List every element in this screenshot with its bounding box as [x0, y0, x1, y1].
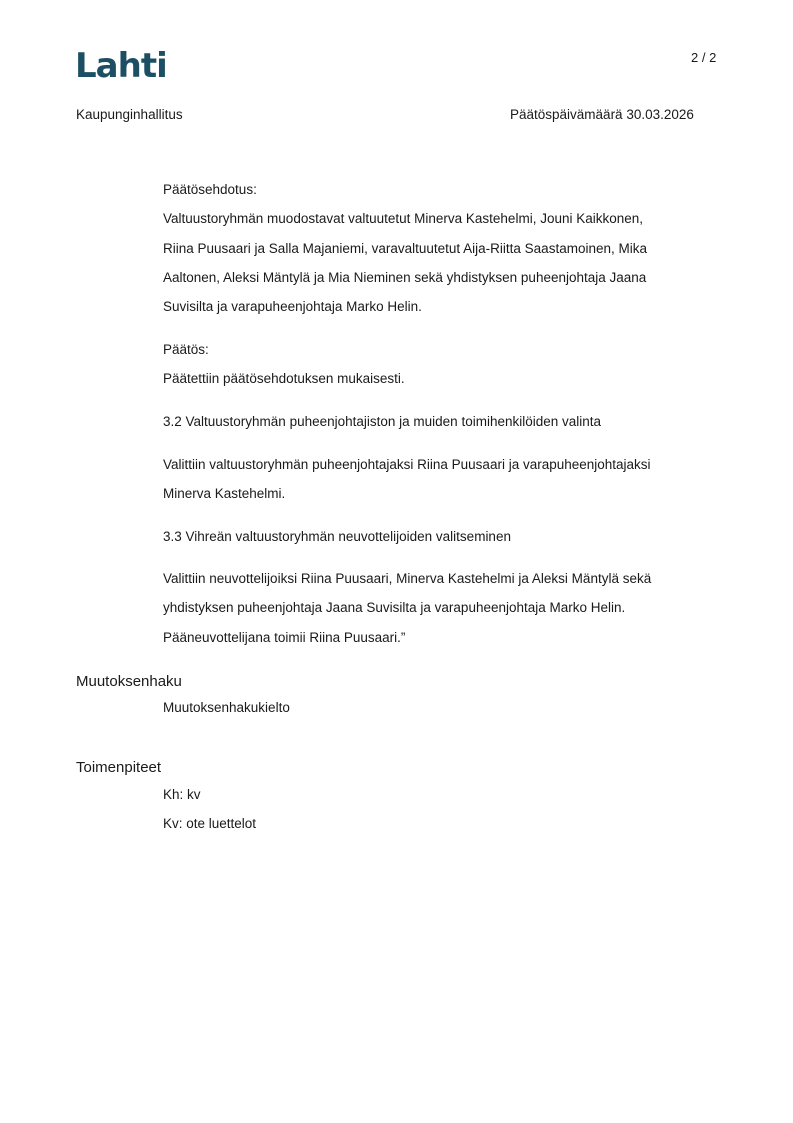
item-3-2-line: Valittiin valtuustoryhmän puheenjohtajaksi Riina Puusaari ja varapuheenjohtajaksi [163, 457, 651, 472]
decision-date-value: 30.03.2026 [626, 107, 694, 122]
item-3-2-line: Minerva Kastehelmi. [163, 486, 286, 502]
measures-heading: Toimenpiteet [76, 759, 162, 776]
measure-item: Kv: ote luettelot [163, 816, 257, 832]
item-3-3-title: 3.3 Vihreän valtuustoryhmän neuvottelijoiden valitseminen [163, 529, 511, 544]
proposal-line: Valtuustoryhmän muodostavat valtuutetut Minerva Kastehelmi, Jouni Kaikkonen, [163, 211, 644, 227]
item-3-3-section [163, 564, 723, 652]
proposal-line: Riina Puusaari ja Salla Majaniemi, varavaltuutetut Aija-Riitta Saastamoinen, Mika [163, 240, 647, 256]
measure-item: Kh: kv [163, 787, 201, 802]
item-3-3-line: Pääneuvottelijana toimii Riina Puusaari.” [163, 629, 406, 645]
decision-label: Päätös: [163, 342, 209, 357]
proposal-line: Aaltonen, Aleksi Mäntylä ja Mia Nieminen sekä yhdistyksen puheenjohtaja Jaana [163, 269, 647, 285]
proposal-label: Päätösehdotus: [163, 182, 257, 197]
decision-section [163, 335, 723, 394]
appeal-heading: Muutoksenhaku [76, 673, 182, 690]
logo-text: Lahti [75, 46, 167, 82]
decision-text: Päätettiin päätösehdotuksen mukaisesti. [163, 371, 405, 387]
proposal-section [163, 175, 723, 321]
decision-date [510, 107, 694, 122]
proposal-line: Suvisilta ja varapuheenjohtaja Marko Helin. [163, 299, 422, 315]
item-3-2-title: 3.2 Valtuustoryhmän puheenjohtajiston ja muiden toimihenkilöiden valinta [163, 414, 602, 429]
page-number: 2 / 2 [691, 50, 717, 65]
appeal-text: Muutoksenhakukielto [163, 700, 290, 715]
lahti-logo [75, 46, 167, 82]
measures-list [163, 780, 723, 839]
item-3-2-section [163, 450, 723, 509]
item-3-3-line: Valittiin neuvottelijoiksi Riina Puusaari, Minerva Kastehelmi ja Aleksi Mäntylä sekä [163, 571, 652, 586]
department-name: Kaupunginhallitus [76, 107, 183, 122]
decision-date-label: Päätöspäivämäärä [510, 107, 623, 122]
item-3-3-line: yhdistyksen puheenjohtaja Jaana Suvisilta ja varapuheenjohtaja Marko Helin. [163, 600, 626, 616]
